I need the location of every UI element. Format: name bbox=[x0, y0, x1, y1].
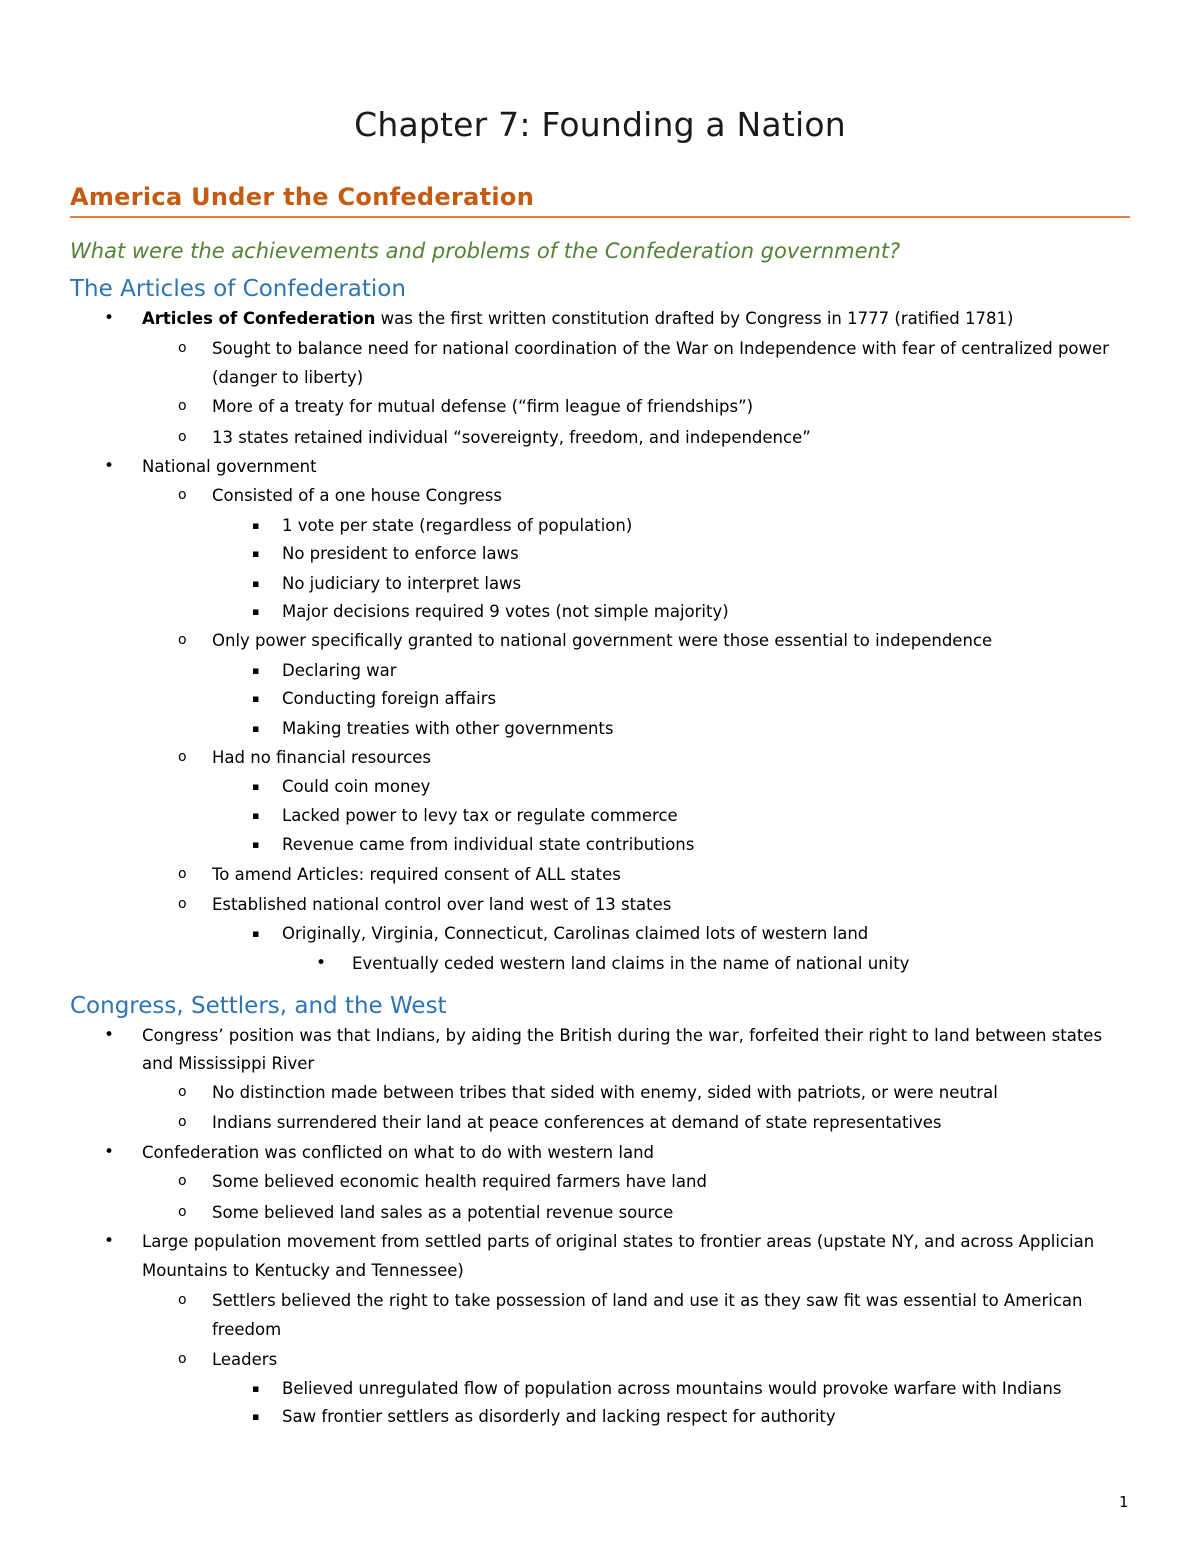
list-item-continuation: and Mississippi River bbox=[142, 1054, 315, 1073]
list-item: Settlers believed the right to take possession of land and use it as they saw fit was essential to American bbox=[212, 1291, 1083, 1310]
list-item: Could coin money bbox=[282, 777, 431, 796]
list-item: Saw frontier settlers as disorderly and lacking respect for authority bbox=[282, 1407, 836, 1426]
list-item: Established national control over land west of 13 states bbox=[212, 895, 672, 914]
bullet-circle: o bbox=[178, 340, 187, 356]
list-item: No distinction made between tribes that sided with enemy, sided with patriots, or were neutral bbox=[212, 1083, 998, 1102]
list-item: 1 vote per state (regardless of population) bbox=[282, 516, 633, 535]
list-item: Had no financial resources bbox=[212, 748, 432, 767]
bullet-circle: o bbox=[178, 896, 187, 912]
bullet-circle: o bbox=[178, 487, 187, 503]
heading-underline bbox=[70, 216, 1130, 218]
list-item: Major decisions required 9 votes (not simple majority) bbox=[282, 602, 729, 621]
guiding-question: What were the achievements and problems of the Confederation government? bbox=[70, 239, 901, 263]
bullet-circle: o bbox=[178, 398, 187, 414]
bullet-dot: • bbox=[104, 1231, 115, 1251]
bullet-circle: o bbox=[178, 1351, 187, 1367]
bullet-circle: o bbox=[178, 749, 187, 765]
section-heading-articles: The Articles of Confederation bbox=[70, 276, 406, 302]
list-item: National government bbox=[142, 457, 317, 476]
list-item: Consisted of a one house Congress bbox=[212, 486, 502, 505]
bullet-square: ▪ bbox=[252, 605, 260, 618]
list-item: Sought to balance need for national coordination of the War on Independence with fear of centralized power bbox=[212, 339, 1109, 358]
bullet-dot: • bbox=[104, 1025, 115, 1045]
bullet-circle: o bbox=[178, 1084, 187, 1100]
bullet-dot: • bbox=[104, 1142, 115, 1162]
bullet-dot: • bbox=[316, 953, 327, 973]
list-item: Some believed economic health required farmers have land bbox=[212, 1172, 707, 1191]
page-number: 1 bbox=[1119, 1493, 1129, 1511]
list-item: Declaring war bbox=[282, 661, 397, 680]
list-item: Leaders bbox=[212, 1350, 278, 1369]
list-item: No president to enforce laws bbox=[282, 544, 519, 563]
list-item: To amend Articles: required consent of ALL states bbox=[212, 865, 621, 884]
list-item: Revenue came from individual state contributions bbox=[282, 835, 695, 854]
bullet-square: ▪ bbox=[252, 692, 260, 705]
list-item-continuation: Mountains to Kentucky and Tennessee) bbox=[142, 1261, 464, 1280]
bullet-square: ▪ bbox=[252, 780, 260, 793]
bullet-square: ▪ bbox=[252, 927, 260, 940]
list-item: Eventually ceded western land claims in the name of national unity bbox=[352, 954, 910, 973]
bullet-circle: o bbox=[178, 1114, 187, 1130]
bullet-circle: o bbox=[178, 1292, 187, 1308]
list-item: Congress’ position was that Indians, by aiding the British during the war, forfeited their right to land between states bbox=[142, 1026, 1103, 1045]
bullet-circle: o bbox=[178, 1204, 187, 1220]
bullet-square: ▪ bbox=[252, 577, 260, 590]
bullet-dot: • bbox=[104, 456, 115, 476]
bullet-square: ▪ bbox=[252, 809, 260, 822]
list-item: Making treaties with other governments bbox=[282, 719, 614, 738]
list-item: 13 states retained individual “sovereignty, freedom, and independence” bbox=[212, 428, 811, 447]
section-heading-congress-settlers-west: Congress, Settlers, and the West bbox=[70, 993, 447, 1019]
list-item: No judiciary to interpret laws bbox=[282, 574, 522, 593]
bullet-square: ▪ bbox=[252, 722, 260, 735]
bullet-circle: o bbox=[178, 866, 187, 882]
bullet-square: ▪ bbox=[252, 664, 260, 677]
bullet-square: ▪ bbox=[252, 838, 260, 851]
list-item: More of a treaty for mutual defense (“firm league of friendships”) bbox=[212, 397, 754, 416]
list-item: Originally, Virginia, Connecticut, Carolinas claimed lots of western land bbox=[282, 924, 869, 943]
list-item: Conducting foreign affairs bbox=[282, 689, 497, 708]
list-item: Confederation was conflicted on what to do with western land bbox=[142, 1143, 654, 1162]
heading-america-under-confederation: America Under the Confederation bbox=[70, 183, 535, 211]
list-item: Some believed land sales as a potential revenue source bbox=[212, 1203, 674, 1222]
bullet-circle: o bbox=[178, 1173, 187, 1189]
list-item-continuation: (danger to liberty) bbox=[212, 368, 364, 387]
bullet-circle: o bbox=[178, 632, 187, 648]
bullet-square: ▪ bbox=[252, 547, 260, 560]
bullet-circle: o bbox=[178, 429, 187, 445]
list-item-continuation: freedom bbox=[212, 1320, 282, 1339]
page-title: Chapter 7: Founding a Nation bbox=[354, 105, 846, 144]
bold-term: Articles of Confederation bbox=[142, 309, 376, 328]
bullet-dot: • bbox=[104, 308, 115, 328]
list-item: Articles of Confederation was the first written constitution drafted by Congress in 1777 (ratified 1781) bbox=[142, 309, 1014, 328]
list-item: Large population movement from settled parts of original states to frontier areas (upstate NY, and across Applician bbox=[142, 1232, 1095, 1251]
list-item: Believed unregulated flow of population across mountains would provoke warfare with Indians bbox=[282, 1379, 1062, 1398]
list-item: Indians surrendered their land at peace conferences at demand of state representatives bbox=[212, 1113, 942, 1132]
list-item: Only power specifically granted to national government were those essential to independence bbox=[212, 631, 993, 650]
list-item: Lacked power to levy tax or regulate commerce bbox=[282, 806, 678, 825]
bullet-square: ▪ bbox=[252, 1382, 260, 1395]
bullet-square: ▪ bbox=[252, 519, 260, 532]
bullet-square: ▪ bbox=[252, 1410, 260, 1423]
